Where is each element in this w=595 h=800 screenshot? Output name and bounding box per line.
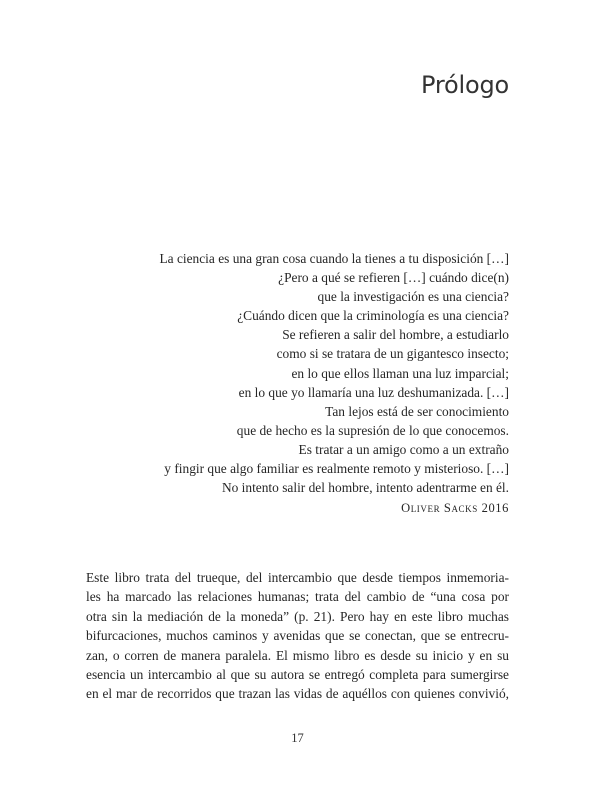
body-line: les ha marcado las relaciones humanas; trata del cambio de “una cosa por <box>86 589 509 605</box>
epigraph-attribution: Oliver Sacks 2016 <box>401 501 509 515</box>
body-paragraph <box>86 568 509 704</box>
epigraph-line: Es tratar a un amigo como a un extraño <box>298 441 509 457</box>
epigraph <box>89 249 509 497</box>
epigraph-line: ¿Pero a qué se refieren […] cuándo dice(n) <box>278 270 509 286</box>
epigraph-line: que de hecho es la supresión de lo que conocemos. <box>236 422 509 438</box>
body-line: bifurcaciones, muchos caminos y avenidas que se conectan, que se entrecru- <box>86 628 509 644</box>
epigraph-line: ¿Cuándo dicen que la criminología es una ciencia? <box>237 308 509 324</box>
body-line: Este libro trata del trueque, del intercambio que desde tiempos inmemoria- <box>86 570 509 585</box>
epigraph-line: La ciencia es una gran cosa cuando la tienes a tu disposición […] <box>159 251 509 266</box>
body-line: zan, o corren de manera paralela. El mismo libro es desde su inicio y en su <box>86 647 509 663</box>
body-line: en el mar de recorridos que trazan las vidas de aquéllos con quienes convivió, <box>86 686 509 702</box>
body-line: otra sin la mediación de la moneda” (p. 21). Pero hay en este libro muchas <box>86 608 509 624</box>
epigraph-line: en lo que ellos llaman una luz imparcial; <box>291 365 509 381</box>
epigraph-line: en lo que yo llamaría una luz deshumanizada. […] <box>238 384 509 400</box>
epigraph-line: y fingir que algo familiar es realmente remoto y misterioso. […] <box>164 461 509 477</box>
epigraph-line: Se refieren a salir del hombre, a estudiarlo <box>282 327 509 343</box>
epigraph-line: Tan lejos está de ser conocimiento <box>325 403 509 419</box>
chapter-title: Prólogo <box>421 71 509 99</box>
epigraph-line: como si se tratara de un gigantesco insecto; <box>276 346 509 362</box>
epigraph-line: que la investigación es una ciencia? <box>317 289 509 305</box>
body-line: esencia un intercambio al que su autora se entregó completa para sumergirse <box>86 667 509 683</box>
page-number: 17 <box>291 731 304 745</box>
epigraph-line: No intento salir del hombre, intento adentrarme en él. <box>221 480 509 496</box>
